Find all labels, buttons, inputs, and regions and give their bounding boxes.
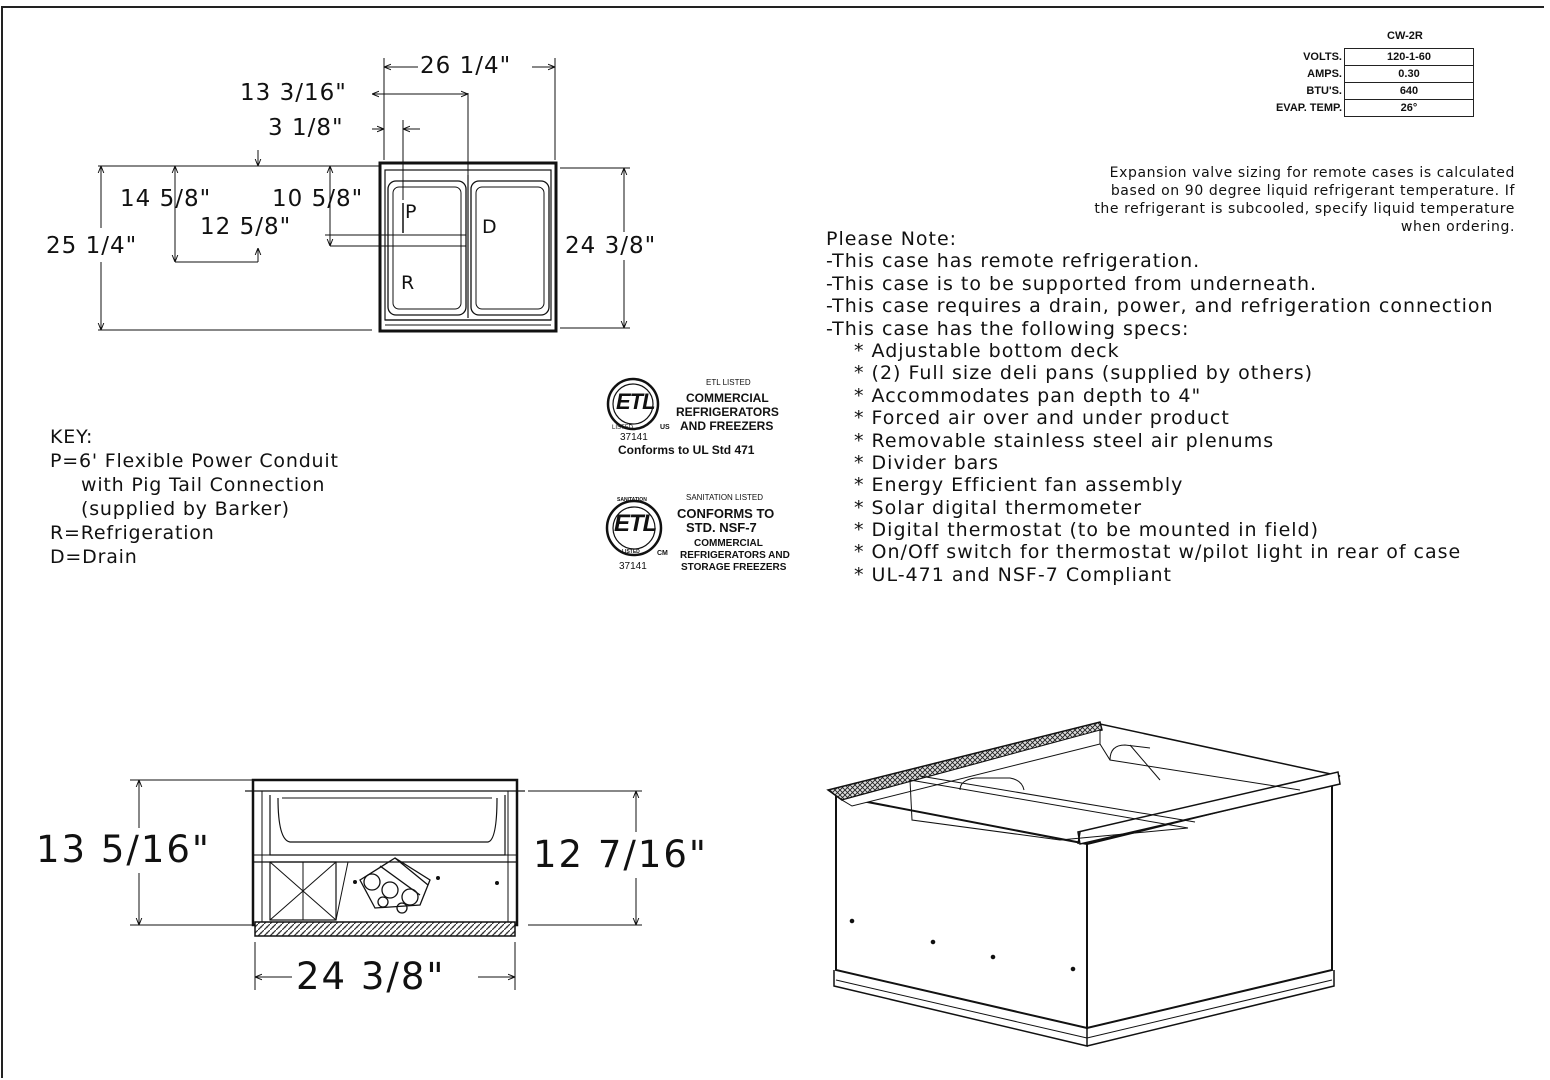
spec-value: 640 bbox=[1345, 83, 1474, 100]
key-title: KEY: bbox=[50, 426, 94, 448]
spec-label: EVAP. TEMP. bbox=[1275, 101, 1342, 114]
spec-item: * Digital thermostat (to be mounted in field) bbox=[854, 519, 1320, 542]
label-d: D bbox=[482, 216, 497, 238]
key-line: P=6' Flexible Power Conduit bbox=[50, 450, 339, 472]
expansion-valve-note bbox=[1035, 164, 1515, 236]
spec-value: 0.30 bbox=[1345, 66, 1474, 83]
spec-item: * Accommodates pan depth to 4" bbox=[854, 384, 1202, 407]
dim-26-1-4: 26 1/4" bbox=[420, 53, 512, 79]
spec-item: * Energy Efficient fan assembly bbox=[854, 474, 1184, 497]
key-line: R=Refrigeration bbox=[50, 522, 215, 544]
sanitation-header: SANITATION LISTED bbox=[686, 493, 764, 502]
isometric-view bbox=[828, 722, 1340, 1046]
etl-sanitation-logo-text: ETL bbox=[614, 510, 657, 537]
key-line: (supplied by Barker) bbox=[81, 498, 290, 520]
side-view-outline bbox=[253, 780, 517, 925]
dim-14-5-8: 14 5/8" bbox=[120, 186, 212, 212]
spec-row bbox=[1255, 49, 1474, 66]
spec-item: * On/Off switch for thermostat w/pilot light in rear of case bbox=[854, 541, 1462, 564]
etl-header: ETL LISTED bbox=[706, 378, 751, 387]
dim-12-7-16: 12 7/16" bbox=[533, 833, 708, 876]
spec-label: AMPS. bbox=[1307, 67, 1342, 80]
base-hatch bbox=[255, 922, 515, 936]
electrical-spec-table bbox=[1255, 48, 1474, 117]
expansion-line: Expansion valve sizing for remote cases is calculated bbox=[1109, 165, 1515, 181]
spec-item: * Solar digital thermometer bbox=[854, 496, 1143, 519]
sanitation-line5: STORAGE FREEZERS bbox=[681, 562, 787, 573]
etl-logo-text: ETL bbox=[616, 389, 655, 414]
spec-item: * Adjustable bottom deck bbox=[854, 339, 1120, 362]
sanitation-listed-arc: LISTED bbox=[622, 549, 640, 555]
note-line: -This case requires a drain, power, and refrigeration connection bbox=[826, 295, 1494, 318]
dim-13-3-16: 13 3/16" bbox=[240, 80, 347, 106]
spec-value: 26° bbox=[1345, 100, 1474, 117]
etl-line1: COMMERCIAL bbox=[686, 391, 769, 405]
spec-label: BTU'S. bbox=[1306, 84, 1342, 97]
fan-assembly bbox=[360, 858, 430, 913]
key-line: D=Drain bbox=[50, 546, 138, 568]
sanitation-line2: STD. NSF-7 bbox=[686, 520, 757, 535]
iso-front-face bbox=[836, 796, 1087, 1028]
spec-label: VOLTS. bbox=[1303, 50, 1342, 63]
dim-3-1-8: 3 1/8" bbox=[268, 115, 344, 141]
note-line: -This case has remote refrigeration. bbox=[826, 250, 1201, 273]
spec-item: * Divider bars bbox=[854, 451, 999, 474]
key-legend bbox=[50, 425, 339, 569]
spec-row bbox=[1255, 83, 1474, 100]
sanitation-number: 37141 bbox=[619, 561, 647, 572]
etl-number: 37141 bbox=[620, 432, 648, 443]
expansion-line: based on 90 degree liquid refrigerant temperature. If bbox=[1110, 183, 1515, 199]
etl-conforms: Conforms to UL Std 471 bbox=[618, 443, 755, 457]
spec-value: 120-1-60 bbox=[1345, 49, 1474, 66]
model-number: CW-2R bbox=[1387, 30, 1423, 42]
right-pan bbox=[471, 181, 549, 315]
spec-item: * UL-471 and NSF-7 Compliant bbox=[854, 563, 1172, 586]
note-line: -This case is to be supported from underneath. bbox=[826, 272, 1318, 295]
spec-item: * (2) Full size deli pans (supplied by others) bbox=[854, 362, 1314, 385]
etl-us: US bbox=[660, 424, 670, 431]
spec-row bbox=[1255, 66, 1474, 83]
iso-side-face bbox=[1087, 784, 1332, 1028]
spec-row bbox=[1255, 100, 1474, 117]
etl-line2: REFRIGERATORS bbox=[676, 405, 779, 419]
sanitation-arc: SANITATION bbox=[617, 497, 647, 503]
expansion-line: when ordering. bbox=[1400, 219, 1515, 235]
key-line: with Pig Tail Connection bbox=[81, 474, 326, 496]
spec-item: * Removable stainless steel air plenums bbox=[854, 429, 1275, 452]
sanitation-line4: REFRIGERATORS AND bbox=[680, 550, 790, 561]
sanitation-line3: COMMERCIAL bbox=[694, 538, 763, 549]
dim-24-3-8: 24 3/8" bbox=[565, 233, 657, 259]
notes-title: Please Note: bbox=[826, 228, 958, 250]
dim-25-1-4: 25 1/4" bbox=[46, 233, 138, 259]
sanitation-line1: CONFORMS TO bbox=[677, 506, 775, 521]
please-note bbox=[826, 228, 1494, 586]
note-line: -This case has the following specs: bbox=[826, 317, 1190, 340]
spec-item: * Forced air over and under product bbox=[854, 407, 1230, 430]
left-pan bbox=[388, 181, 466, 315]
expansion-line: the refrigerant is subcooled, specify liquid temperature bbox=[1094, 201, 1515, 217]
label-r: R bbox=[401, 272, 415, 294]
sanitation-cm: CM bbox=[657, 550, 668, 557]
etl-line3: AND FREEZERS bbox=[680, 419, 774, 433]
dim-side-24-3-8: 24 3/8" bbox=[296, 955, 446, 998]
label-p: P bbox=[405, 201, 417, 223]
dim-12-5-8: 12 5/8" bbox=[200, 214, 292, 240]
dim-13-5-16: 13 5/16" bbox=[36, 828, 211, 871]
etl-listed-small: LISTED bbox=[612, 425, 634, 431]
dim-10-5-8: 10 5/8" bbox=[272, 186, 364, 212]
